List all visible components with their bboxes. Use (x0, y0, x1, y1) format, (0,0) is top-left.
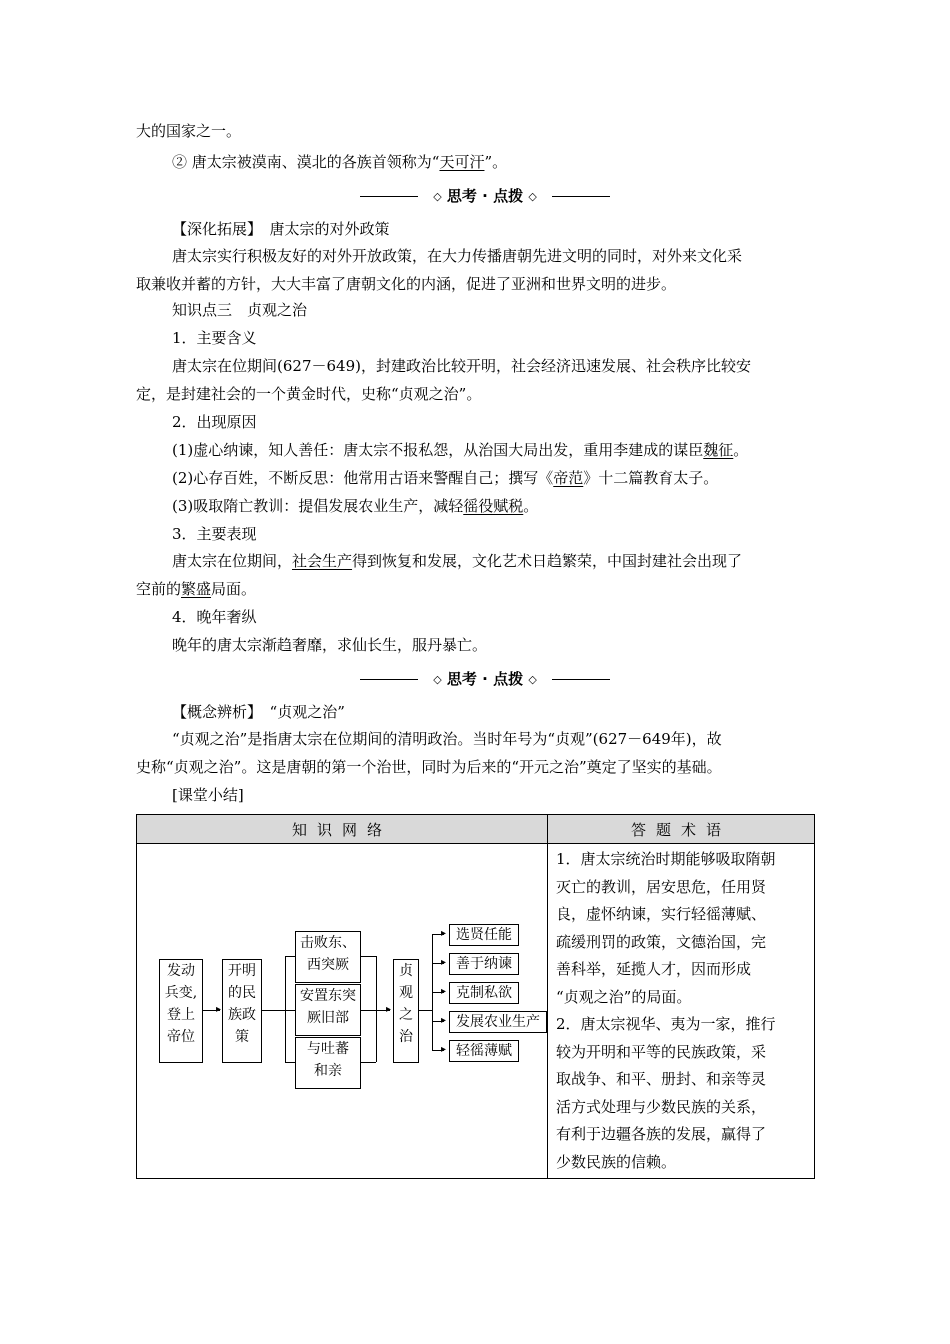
answer-terms: 1．唐太宗统治时期能够吸取隋朝 灭亡的教训，居安思危，任用贤 良，虚怀纳谏，实行轻徭薄赋、 疏缓刑罚的政策，文德治国，完 善科举，延揽人才，因而形成 “贞观之治”的局面。 2．唐太宗视华、夷为一家，推行 较为开明和平等的民族政策，采 取战争、和平、册封、和亲等灵 活方式处理与少数民族的关系， 有利于边疆各族的发展，赢得了 少数民族的信赖。 (556, 850, 776, 1171)
summary-label: [课堂小结] (172, 786, 244, 804)
paragraph: 唐太宗实行积极友好的对外开放政策，在大力传播唐朝先进文明的同时，对外来文化采 (172, 247, 743, 265)
diamond-icon: ◇ (433, 190, 442, 203)
arrow-icon: ▸ (441, 986, 447, 997)
key-term: 天可汗 (439, 153, 485, 171)
diamond-icon: ◇ (528, 673, 537, 686)
answer-terms-cell (548, 844, 815, 1179)
subheading: 1．主要含义 (172, 329, 257, 347)
intro-line-2: ② 唐太宗被漠南、漠北的各族首领称为“天可汗”。 (172, 153, 508, 171)
paragraph: 晚年的唐太宗渐趋奢靡，求仙长生，服丹暴亡。 (172, 636, 488, 654)
node-appoint-talent: 选贤任能 (449, 924, 519, 946)
node-accept-remonstrance: 善于纳谏 (449, 953, 519, 975)
knowledge-network-diagram (137, 844, 548, 1179)
paragraph: 唐太宗在位期间，社会生产得到恢复和发展，文化艺术日趋繁荣，中国封建社会出现了 (172, 552, 743, 570)
node-tubo-marriage: 与吐蕃 和亲 (295, 1037, 361, 1089)
node-light-taxes: 轻徭薄赋 (449, 1040, 519, 1062)
reason-3: (3)吸取隋亡教训：提倡发展农业生产，减轻徭役赋税。 (172, 497, 539, 515)
summary-table (136, 814, 815, 1179)
reason-2: (2)心存百姓，不断反思：他常用古语来警醒自己；撰写《帝范》十二篇教育太子。 (172, 469, 719, 487)
section-separator (360, 667, 610, 691)
arrow-icon: ▸ (441, 1044, 447, 1055)
reason-1: (1)虚心纳谏，知人善任：唐太宗不报私怨，从治国大局出发，重用李建成的谋臣魏征。 (172, 441, 749, 459)
intro-line-1: 大的国家之一。 (136, 122, 242, 140)
key-term: 魏征 (703, 441, 734, 459)
key-term: 繁盛 (181, 580, 212, 598)
paragraph: 唐太宗在位期间(627－649)，封建政治比较开明，社会经济迅速发展、社会秩序比较安 (172, 357, 751, 375)
node-settle-turks: 安置东突 厥旧部 (295, 984, 361, 1036)
diamond-icon: ◇ (528, 190, 537, 203)
subheading: 4．晚年奢纵 (172, 608, 257, 626)
column-header-answer-terms: 答题术语 (548, 815, 815, 844)
arrow-icon: ▸ (216, 1004, 222, 1015)
node-defeat-turks: 击败东、 西突厥 (295, 931, 361, 983)
paragraph: 取兼收并蓄的方针，大大丰富了唐朝文化的内涵，促进了亚洲和世界文明的进步。 (136, 275, 677, 293)
paragraph: 定，是封建社会的一个黄金时代，史称“贞观之治”。 (136, 385, 482, 403)
paragraph: 空前的繁盛局面。 (136, 580, 257, 598)
key-term: 帝范 (553, 469, 584, 487)
separator-label: 思考 · 点拨 (446, 187, 524, 205)
concept-heading: 【概念辨析】 “贞观之治” (172, 703, 345, 721)
node-restrain-desires: 克制私欲 (449, 982, 519, 1004)
arrow-icon: ▸ (441, 957, 447, 968)
separator-label: 思考 · 点拨 (446, 670, 524, 688)
key-term: 徭役赋税 (463, 497, 524, 515)
arrow-icon: ▸ (386, 1004, 392, 1015)
extension-heading: 【深化拓展】 唐太宗的对外政策 (172, 220, 390, 238)
column-header-knowledge-network: 知识网络 (137, 815, 548, 844)
diamond-icon: ◇ (433, 673, 442, 686)
node-zhenguan: 贞 观 之 治 (393, 959, 419, 1063)
key-term: 社会生产 (292, 552, 353, 570)
node-ethnic-policy: 开明 的民 族政 策 (222, 959, 262, 1063)
subheading: 2．出现原因 (172, 413, 257, 431)
paragraph: “贞观之治”是指唐太宗在位期间的清明政治。当时年号为“贞观”(627－649年)，故 (172, 730, 722, 748)
arrow-icon: ▸ (441, 928, 447, 939)
node-develop-agriculture: 发展农业生产 (449, 1011, 547, 1033)
node-coup: 发动 兵变, 登上 帝位 (159, 959, 203, 1063)
paragraph: 史称“贞观之治”。这是唐朝的第一个治世，同时为后来的“开元之治”奠定了坚实的基础。 (136, 758, 722, 776)
section-title: 知识点三 贞观之治 (172, 301, 308, 319)
subheading: 3．主要表现 (172, 525, 257, 543)
arrow-icon: ▸ (441, 1015, 447, 1026)
section-separator (360, 184, 610, 208)
